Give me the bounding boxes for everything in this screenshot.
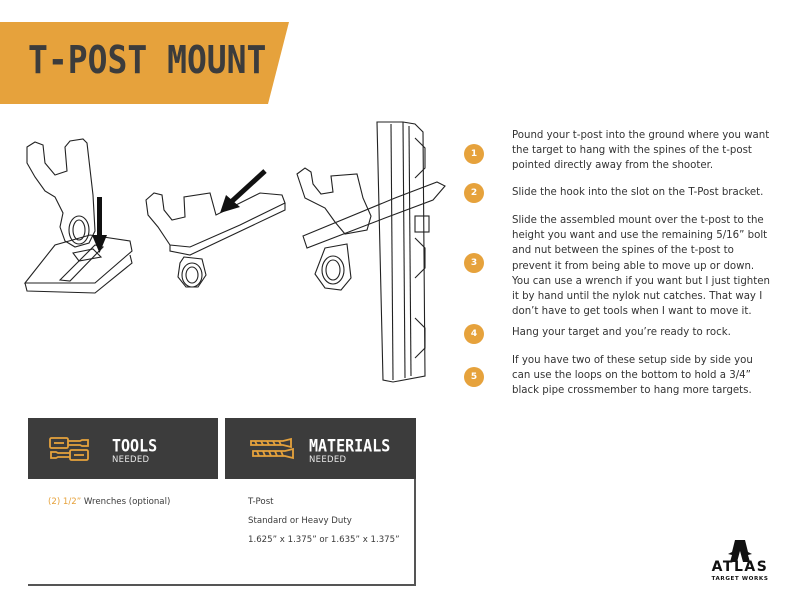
step-number-4: 4	[464, 324, 484, 344]
materials-title: MATERIALS	[309, 436, 391, 456]
step-number-5: 5	[464, 367, 484, 387]
screwdrivers-icon	[48, 436, 92, 462]
step-text-2: Slide the hook into the slot on the T-Post bracket.	[512, 187, 764, 198]
box-border-bottom	[28, 584, 416, 586]
tools-subtitle: NEEDED	[112, 455, 150, 465]
logo-tagline: TARGET WORKS	[711, 576, 769, 582]
tools-title: TOOLS	[112, 436, 158, 456]
tools-item-1	[48, 497, 170, 507]
arrow-down-icon	[97, 197, 102, 237]
step-number-3: 3	[464, 253, 484, 273]
assembled-on-tpost-illustration	[285, 118, 455, 388]
atlas-logo	[700, 540, 780, 590]
materials-item-2: Standard or Heavy Duty	[248, 516, 352, 526]
screws-icon	[247, 437, 295, 461]
step-text-5: If you have two of these setup side by side you can use the loops on the bottom to hold a 3/4” black pipe crossmember to hang more targets.	[512, 355, 753, 397]
page-title: T-POST MOUNT	[28, 37, 267, 83]
materials-header	[225, 418, 416, 479]
materials-item-3: 1.625” x 1.375” or 1.635” x 1.375”	[248, 535, 400, 545]
tools-item-qty: (2) 1/2”	[48, 497, 82, 507]
materials-subtitle: NEEDED	[309, 455, 347, 465]
materials-item-1: T-Post	[248, 497, 274, 507]
step-text-3: Slide the assembled mount over the t-post to the height you want and use the remaining 5/16” bolt and nut between the spines of the t-post to prevent it from being able to move up or down. You can use a wrench if you want but I just tighten it by hand until the nylok nut catches. That way I don’t have to get tools when I want to move it.	[512, 215, 770, 318]
step-text-1: Pound your t-post into the ground where you want the target to hang with the spines of the t-post pointed directly away from the shooter.	[512, 130, 770, 172]
hook-and-bracket-illustration	[15, 135, 145, 295]
logo-name: ATLAS	[711, 559, 769, 575]
step-number-1: 1	[464, 144, 484, 164]
box-border-right	[414, 479, 416, 586]
tools-item-name: Wrenches (optional)	[83, 497, 171, 507]
tools-header	[28, 418, 218, 479]
step-text-4: Hang your target and you’re ready to rock.	[512, 327, 731, 338]
hook-in-slot-illustration	[140, 165, 290, 300]
step-number-2: 2	[464, 183, 484, 203]
